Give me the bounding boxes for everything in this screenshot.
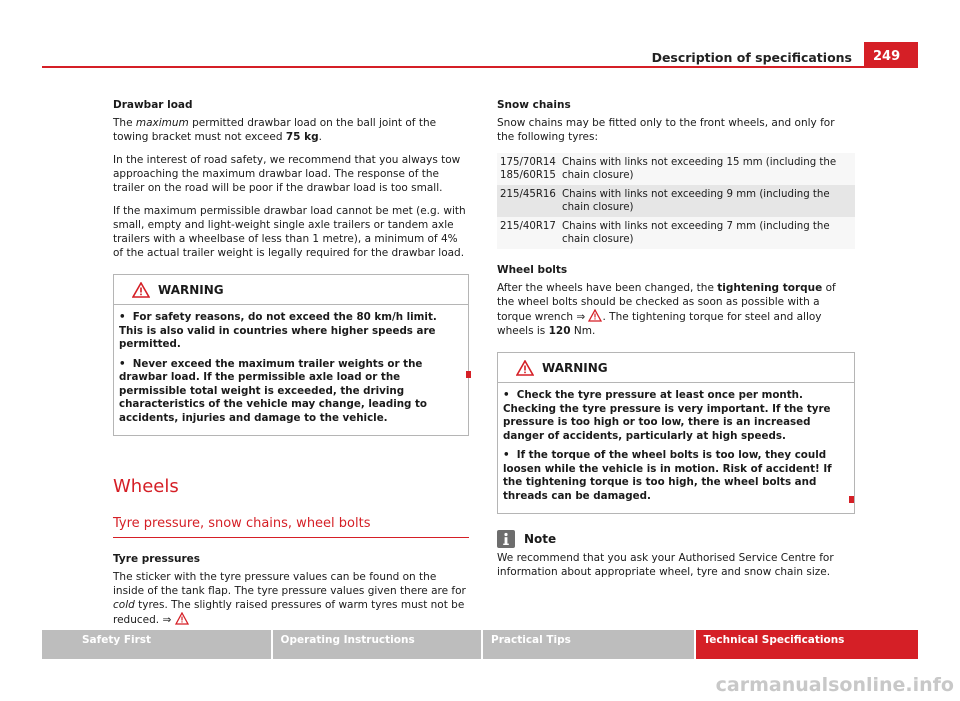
drawbar-paragraph-1: The maximum permitted drawbar load on the ball joint of the towing bracket must not exceed 75 kg.: [113, 117, 437, 143]
wheel-bolts-paragraph: After the wheels have been changed, the tightening torque of the wheel bolts should be checked as soon as possible with a torque wrench ⇒ . The tightening torque for steel and alloy wheels is 120 Nm.: [497, 282, 836, 337]
tab-safety-first[interactable]: Safety First: [42, 630, 271, 659]
warning-header: [498, 353, 854, 383]
chain-spec-cell: Chains with links not exceeding 15 mm (including the chain closure): [559, 153, 855, 185]
trailer-warning-box: [113, 274, 469, 436]
warning-body: [114, 305, 468, 435]
drawbar-paragraph-2: In the interest of road safety, we recommend that you always tow approaching the maximum drawbar load. The response of the trailer on the road will be poor if the drawbar load is too small.: [113, 154, 461, 194]
section-title: Wheels: [113, 476, 179, 497]
page-header-title: Description of specifications: [651, 50, 852, 65]
section-end-marker: [466, 371, 471, 378]
warning-item: • Check the tyre pressure at least once per month. Checking the tyre pressure is very important. If the tyre pressure is too high or too low, there is an increased danger of accidents, particularly at high speeds.: [503, 389, 831, 442]
warning-title: WARNING: [542, 361, 608, 375]
warning-triangle-icon: [516, 360, 534, 376]
tyre-warning-box: [497, 352, 855, 514]
tyre-size-cell: 175/70R14 185/60R15: [497, 153, 559, 185]
warning-item: • Never exceed the maximum trailer weights or the drawbar load. If the permissible axle load or the permissible total weight is exceeded, the driving characteristics of the vehicle may change, leading to accidents, injuries and damage to the vehicle.: [119, 357, 428, 424]
snow-chains-heading: Snow chains: [497, 99, 571, 111]
tyre-pressures-heading: Tyre pressures: [113, 553, 201, 565]
table-row: [497, 153, 855, 185]
table-row: [497, 217, 855, 249]
tab-operating-instructions[interactable]: Operating Instructions: [273, 630, 482, 659]
warning-title: WARNING: [158, 283, 224, 297]
warning-triangle-icon: [132, 282, 150, 298]
tyre-pressures-paragraph: The sticker with the tyre pressure values can be found on the inside of the tank flap. The tyre pressure values given there are for cold tyres. The slightly raised pressures of warm tyres must not be reduced. ⇒: [113, 571, 466, 626]
chapter-tab-bar: [42, 630, 918, 659]
warning-header: [114, 275, 468, 305]
drawbar-paragraph-3: If the maximum permissible drawbar load cannot be met (e.g. with small, empty and light-weight single axle trailers or tandem axle trailers with a wheelbase of less than 1 metre), a minimum of 4% of the actual trailer weight is legally required for the drawbar load.: [113, 205, 466, 259]
tab-practical-tips[interactable]: Practical Tips: [483, 630, 694, 659]
subsection-title: Tyre pressure, snow chains, wheel bolts: [113, 515, 469, 538]
tab-technical-specifications[interactable]: Technical Specifications: [696, 630, 918, 659]
note-header: [497, 530, 855, 548]
page-number: 249: [864, 42, 918, 67]
tyre-size-cell: 215/40R17: [497, 217, 559, 249]
wheel-bolts-heading: Wheel bolts: [497, 264, 568, 276]
chain-spec-cell: Chains with links not exceeding 7 mm (including the chain closure): [559, 217, 855, 249]
header-divider: [42, 66, 918, 68]
warning-reference-icon[interactable]: [588, 309, 602, 322]
right-column: [497, 98, 855, 588]
warning-item: • If the torque of the wheel bolts is too low, they could loosen while the vehicle is in motion. Risk of accident! If the tightening torque is too high, the wheel bolts and threads can be damaged.: [503, 449, 832, 502]
warning-reference-icon[interactable]: [175, 612, 189, 625]
snow-chains-table: [497, 153, 855, 249]
warning-item: • For safety reasons, do not exceed the 80 km/h limit. This is also valid in countries where higher speeds are permitted.: [119, 311, 437, 350]
drawbar-heading: Drawbar load: [113, 99, 193, 111]
watermark-text: carmanualsonline.info: [715, 674, 954, 696]
section-end-marker: [849, 496, 854, 503]
note-title: Note: [524, 532, 557, 546]
warning-body: [498, 383, 854, 513]
left-column: [113, 98, 469, 636]
tyre-size-cell: 215/45R16: [497, 185, 559, 217]
note-text: We recommend that you ask your Authorised Service Centre for information about appropriate wheel, tyre and snow chain size.: [497, 552, 834, 578]
snow-chains-intro: Snow chains may be fitted only to the front wheels, and only for the following tyres:: [497, 117, 835, 143]
table-row: [497, 185, 855, 217]
info-note-icon: [497, 530, 515, 548]
chain-spec-cell: Chains with links not exceeding 9 mm (including the chain closure): [559, 185, 855, 217]
